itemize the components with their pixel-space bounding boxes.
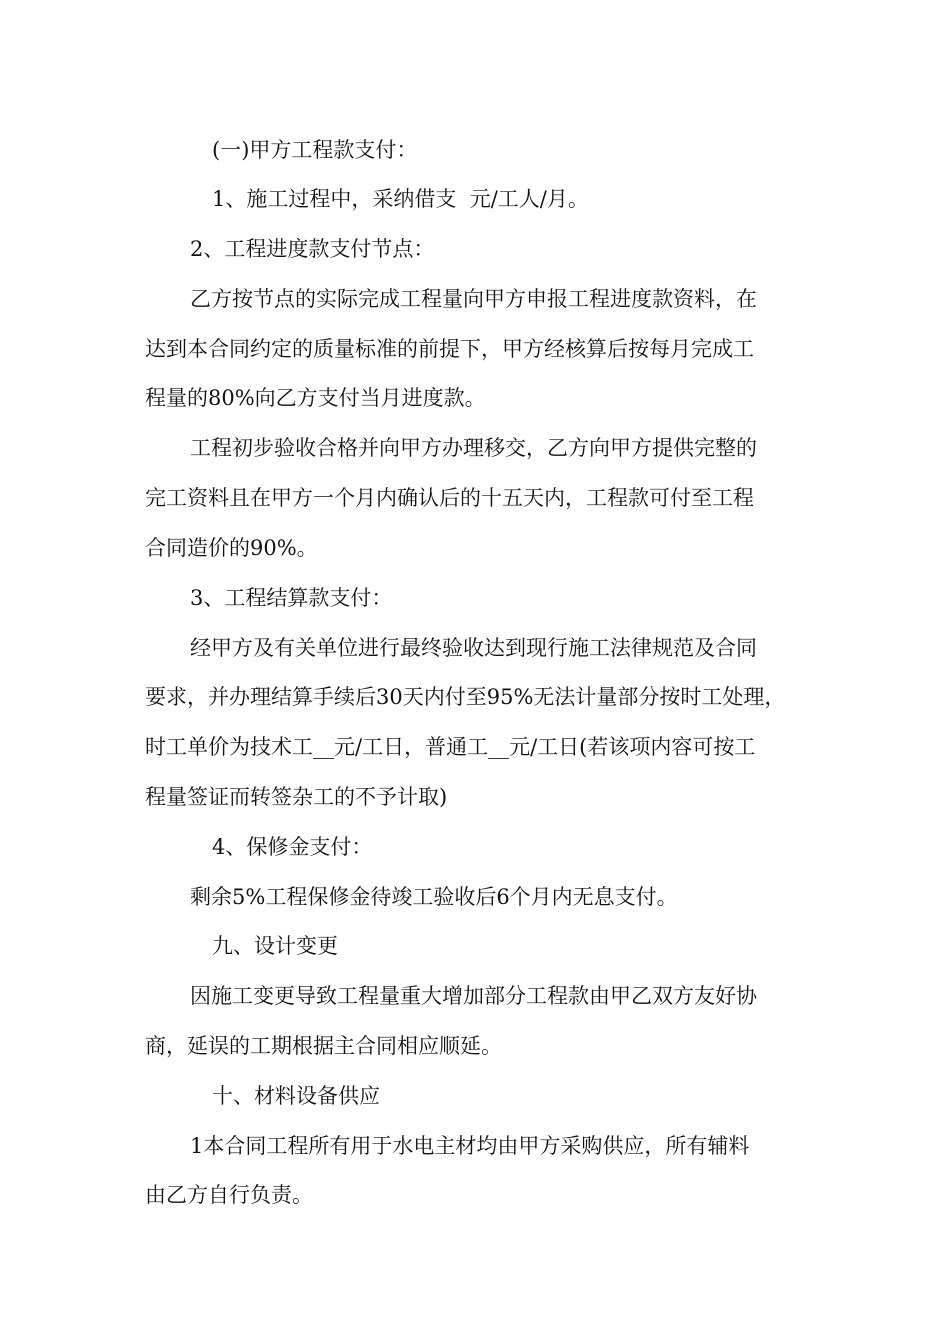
clause-3-heading: 3、工程结算款支付： <box>190 586 393 610</box>
body-line: 程量签证而转签杂工的不予计取) <box>145 785 448 809</box>
clause-2-heading: 2、工程进度款支付节点： <box>190 237 435 261</box>
body-line: 合同造价的90%。 <box>145 536 318 560</box>
clause-1-borrowing: 1、施工过程中，采纳借支 元/工人/月。 <box>212 187 589 211</box>
body-line: 程量的80%向乙方支付当月进度款。 <box>145 386 486 410</box>
body-line: 时工单价为技术工__元/工日，普通工__元/工日(若该项内容可按工 <box>145 735 756 759</box>
body-line: 工程初步验收合格并向甲方办理移交，乙方向甲方提供完整的 <box>190 436 757 460</box>
clause-4-heading: 4、保修金支付： <box>212 835 373 859</box>
body-line: 经甲方及有关单位进行最终验收达到现行施工法律规范及合同 <box>190 636 757 660</box>
body-line: 1本合同工程所有用于水电主材均由甲方采购供应，所有辅料 <box>190 1134 750 1158</box>
section-heading-design-change: 九、设计变更 <box>212 934 338 958</box>
body-line: 由乙方自行负责。 <box>145 1183 313 1207</box>
section-heading-party-a-payment: (一)甲方工程款支付： <box>212 138 418 162</box>
body-line: 因施工变更导致工程量重大增加部分工程款由甲乙双方友好协 <box>190 984 757 1008</box>
body-line: 商，延误的工期根据主合同相应顺延。 <box>145 1034 502 1058</box>
body-line: 剩余5%工程保修金待竣工验收后6个月内无息支付。 <box>190 885 678 909</box>
body-line: 乙方按节点的实际完成工程量向甲方申报工程进度款资料，在 <box>190 287 757 311</box>
body-line: 要求，并办理结算手续后30天内付至95%无法计量部分按时工处理， <box>145 685 786 709</box>
body-line: 达到本合同约定的质量标准的前提下，甲方经核算后按每月完成工 <box>145 337 754 361</box>
section-heading-material-supply: 十、材料设备供应 <box>212 1084 380 1108</box>
body-line: 完工资料且在甲方一个月内确认后的十五天内，工程款可付至工程 <box>145 486 754 510</box>
